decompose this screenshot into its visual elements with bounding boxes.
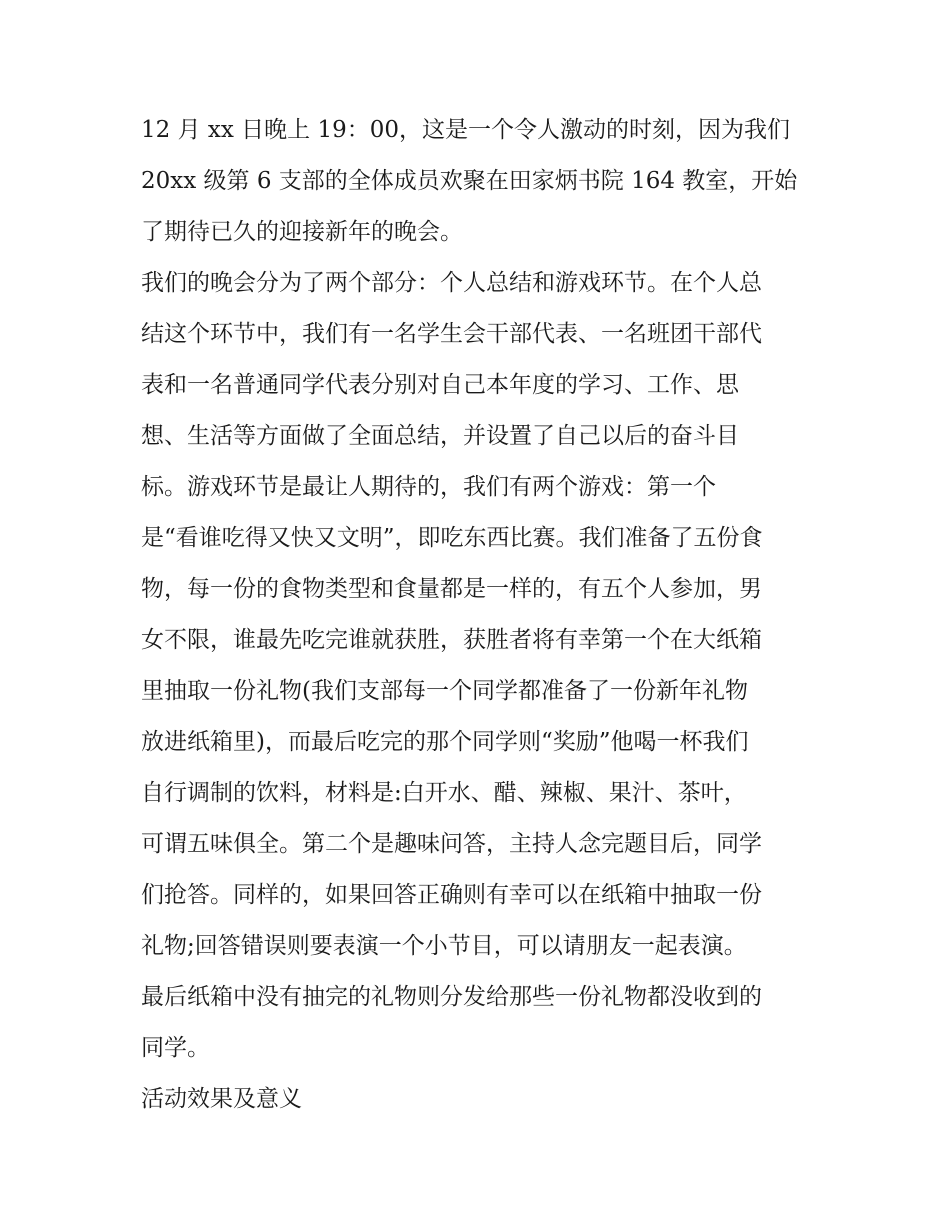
text-line: 里抽取一份礼物(我们支部每一个同学都准备了一份新年礼物 (141, 678, 748, 704)
text-line: 表和一名普通同学代表分别对自己本年度的学习、工作、思 (141, 372, 739, 398)
text-line: 最后纸箱中没有抽完的礼物则分发给那些一份礼物都没收到的 (141, 984, 762, 1010)
text-line: 结这个环节中，我们有一名学生会干部代表、一名班团干部代 (141, 321, 762, 347)
text-line: 我们的晚会分为了两个部分：个人总结和游戏环节。在个人总 (141, 270, 762, 296)
text-line: 想、生活等方面做了全面总结，并设置了自己以后的奋斗目 (141, 423, 739, 449)
text-line: 放进纸箱里)，而最后吃完的那个同学则“奖励”他喝一杯我们 (141, 729, 749, 755)
text-line: 物，每一份的食物类型和食量都是一样的，有五个人参加，男 (141, 576, 762, 602)
section-heading: 活动效果及意义 (141, 1086, 302, 1112)
text-line: 可谓五味俱全。第二个是趣味问答，主持人念完题目后，同学 (141, 831, 762, 857)
text-line: 同学。 (141, 1035, 210, 1061)
text-line: 礼物;回答错误则要表演一个小节目，可以请朋友一起表演。 (141, 933, 747, 959)
text-line: 自行调制的饮料，材料是:白开水、醋、辣椒、果汁、茶叶， (141, 780, 747, 806)
text-line: 女不限，谁最先吃完谁就获胜，获胜者将有幸第一个在大纸箱 (141, 627, 762, 653)
text-line: 是“看谁吃得又快又文明”，即吃东西比赛。我们准备了五份食 (141, 525, 763, 551)
text-line: 了期待已久的迎接新年的晚会。 (141, 219, 463, 245)
text-line: 12 月 xx 日晚上 19：00，这是一个令人激动的时刻，因为我们 (141, 117, 790, 143)
text-line: 20xx 级第 6 支部的全体成员欢聚在田家炳书院 164 教室，开始 (141, 168, 798, 194)
text-line: 们抢答。同样的，如果回答正确则有幸可以在纸箱中抽取一份 (141, 882, 762, 908)
document-body (141, 105, 816, 1125)
text-line: 标。游戏环节是最让人期待的，我们有两个游戏：第一个 (141, 474, 716, 500)
